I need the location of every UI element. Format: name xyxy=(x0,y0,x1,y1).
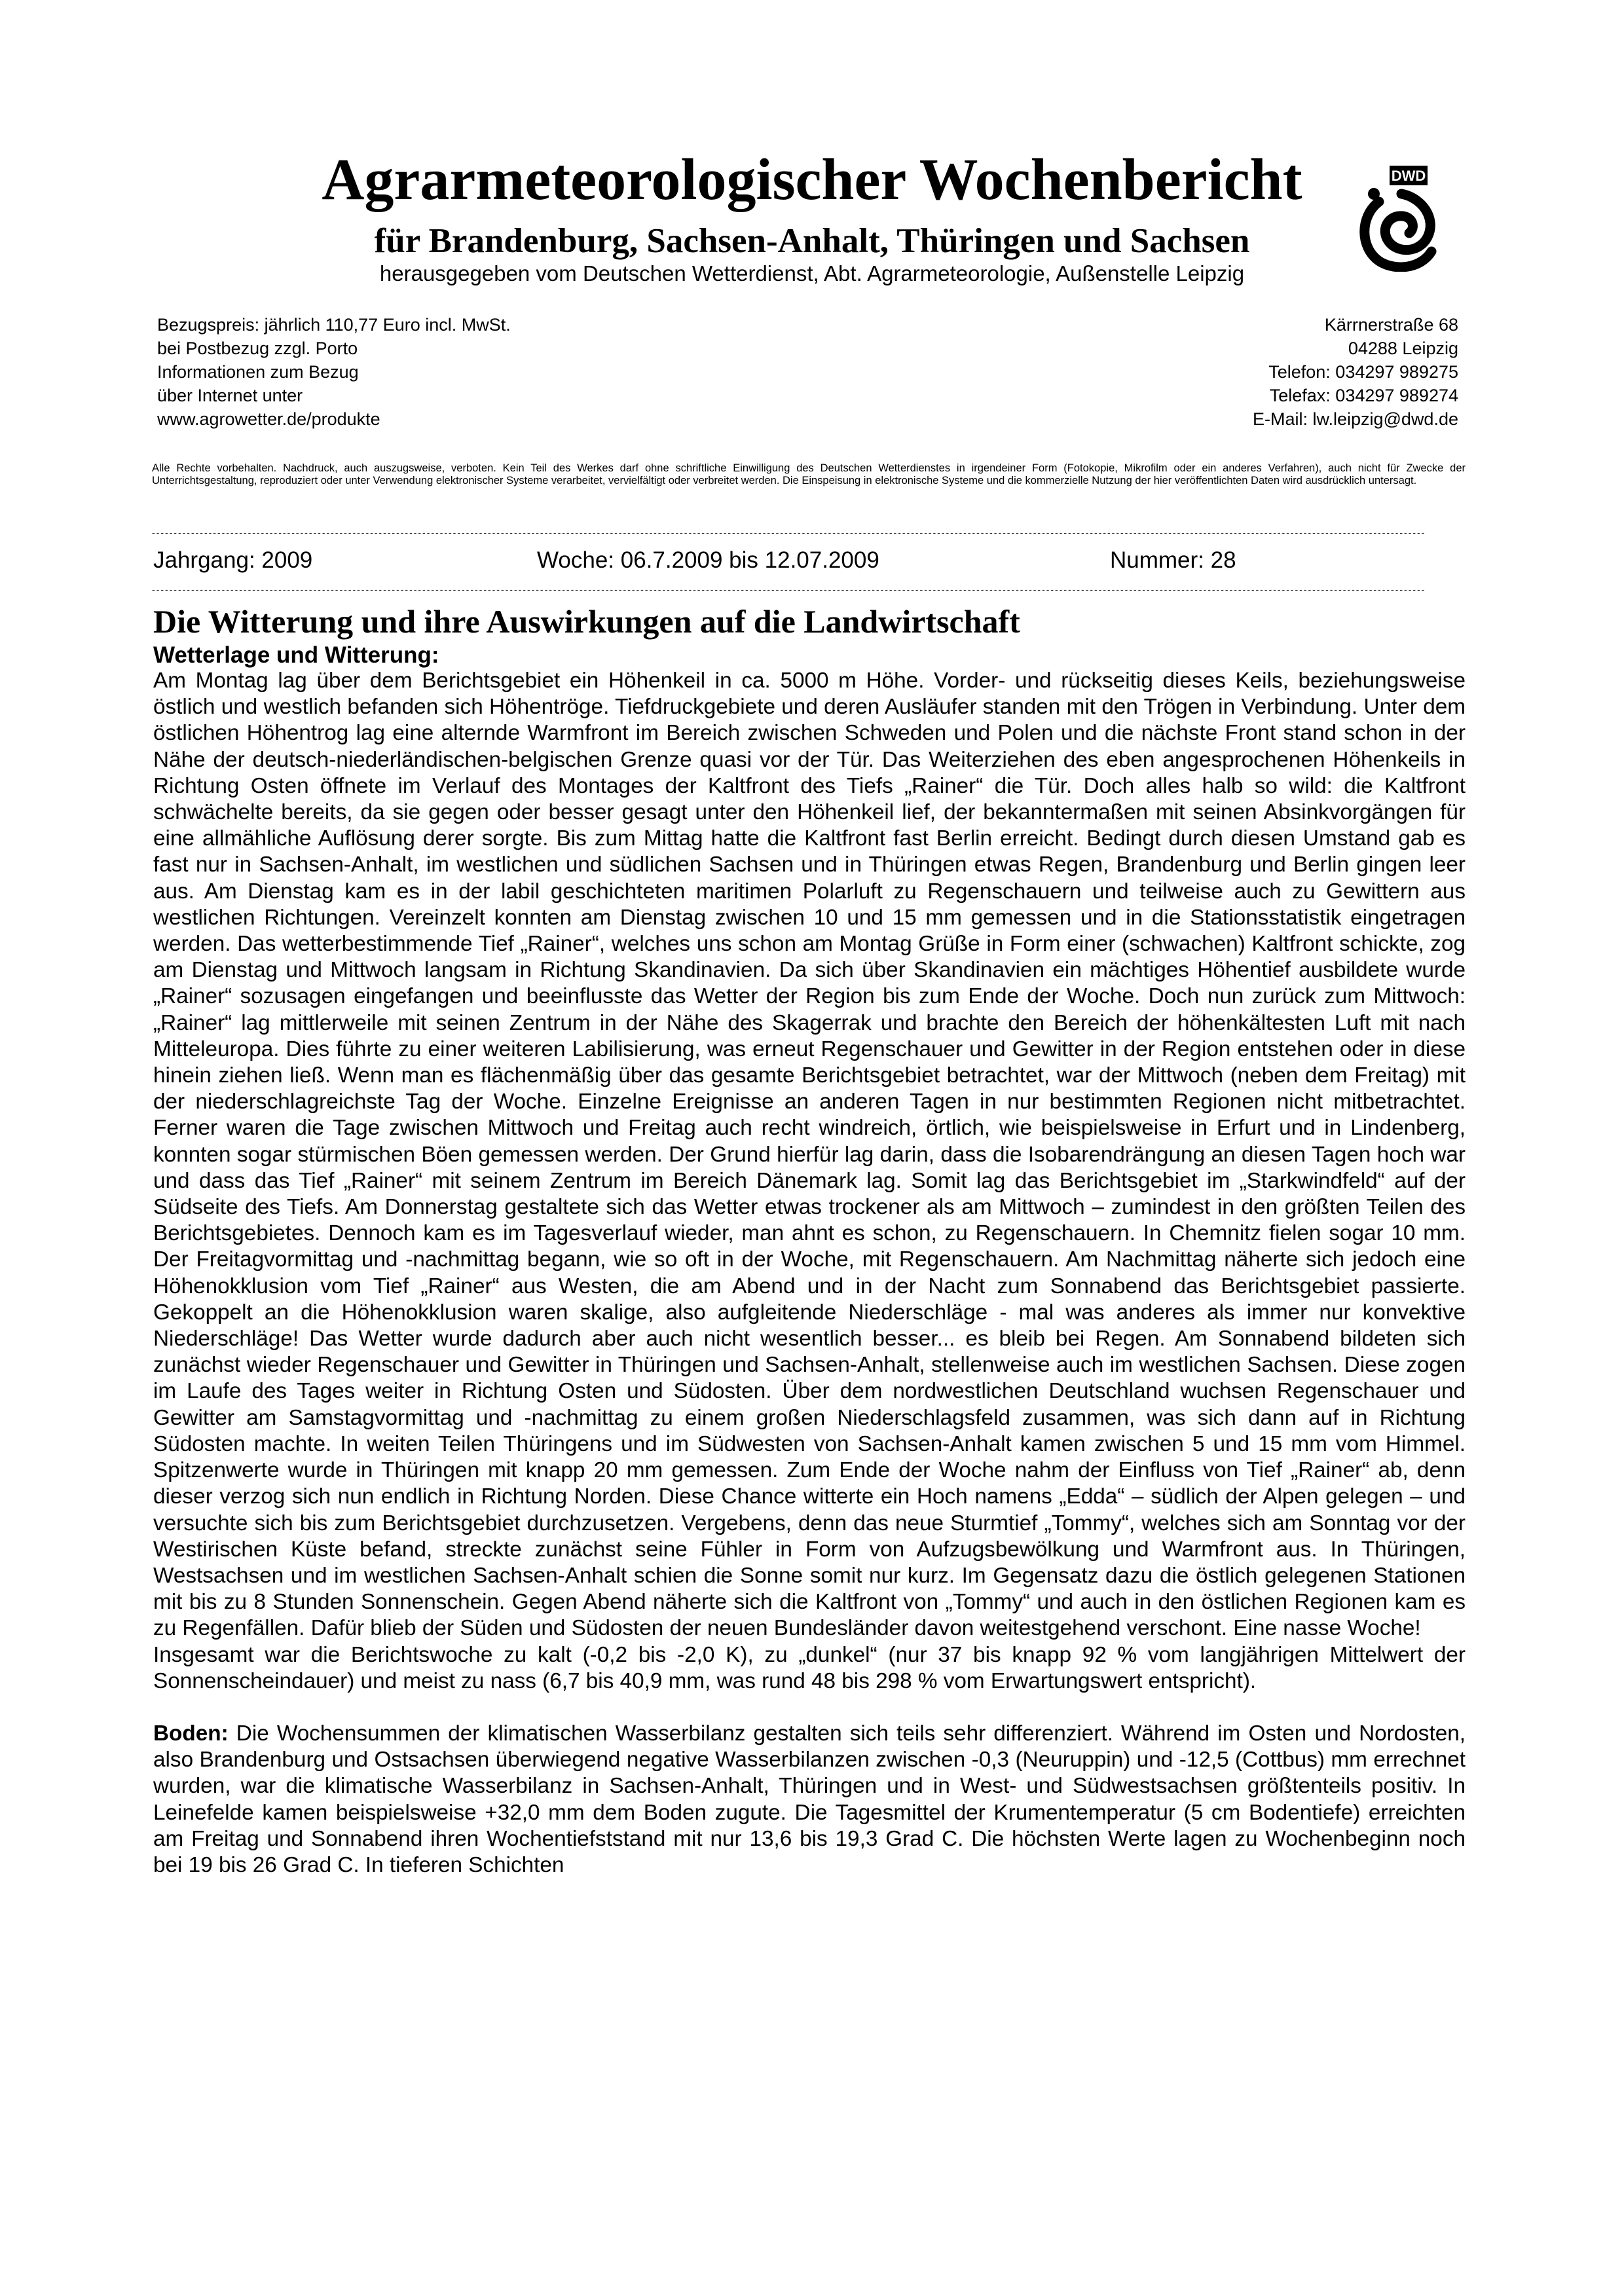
report-subtitle: für Brandenburg, Sachsen-Anhalt, Thüringen und Sachsen xyxy=(374,222,1250,260)
subscription-postage: bei Postbezug zzgl. Porto xyxy=(157,339,358,358)
copyright-notice: Alle Rechte vorbehalten. Nachdruck, auch auszugsweise, verboten. Kein Teil des Werkes darf ohne schriftliche Einwilligung des Deutschen Wetterdienstes in irgendeiner Form (Fotokopie, Mikrofilm oder ein anderes Verfahren), auch nicht für Zwecke der Unterrichtsgestaltung, reproduziert oder unter Verwendung elektronischer Systeme verarbeitet, vervielfältigt oder verbreitet werden. Die Einspeisung in elektronische Systeme und die kommerzielle Nutzung der hier veröffentlichten Daten wird ausdrücklich untersagt. xyxy=(152,462,1466,487)
contact-street: Kärrnerstraße 68 xyxy=(1324,315,1458,335)
dwd-logo xyxy=(1356,164,1441,272)
soil-text: Die Wochensummen der klimatischen Wasserbilanz gestalten sich teils sehr differenziert. Während im Osten und Nordosten, also Brandenburg und Ostsachsen überwiegend negative Wasserbilanzen zwischen -0,3 (Neuruppin) und -12,5 (Cottbus) mm errechnet wurden, war die klimatische Wasserbilanz in Sachsen-Anhalt, Thüringen und in West- und Südwestsachsen größtenteils positiv. In Leinefelde kamen beispielsweise +32,0 mm dem Boden zugute. Die Tagesmittel der Krumentemperatur (5 cm Bodentiefe) erreichten am Freitag und Sonnabend ihren Wochentiefststand mit nur 13,6 bis 19,3 Grad C. Die höchsten Werte lagen zu Wochenbeginn noch bei 19 bis 26 Grad C. In tieferen Schichten xyxy=(153,1721,1466,1877)
contact-info xyxy=(1253,313,1458,431)
section-title: Die Witterung und ihre Auswirkungen auf die Landwirtschaft xyxy=(153,603,1020,640)
subscription-info xyxy=(157,313,511,431)
week-range: Woche: 06.7.2009 bis 12.07.2009 xyxy=(537,547,879,573)
subscription-info-label: Informationen zum Bezug xyxy=(157,362,359,382)
weather-paragraph: Am Montag lag über dem Berichtsgebiet ein Höhenkeil in ca. 5000 m Höhe. Vorder- und rückseitig dieses Keils, beziehungsweise östlich und westlich befanden sich Höhentröge. Tiefdruckgebiete und deren Ausläufer standen mit den Trögen in Verbindung. Unter dem östlichen Höhentrog lag eine alternde Warmfront im Bereich zwischen Schweden und Polen und die nächste Front stand schon in der Nähe der deutsch-niederländischen-belgischen Grenze quasi vor der Tür. Das Weiterziehen des eben angesprochenen Höhenkeils in Richtung Osten öffnete im Verlauf des Montages der Kaltfront des Tiefs „Rainer“ die Tür. Doch alles halb so wild: die Kaltfront schwächelte bereits, da sie gegen oder besser gesagt unter den Höhenkeil lief, der bekanntermaßen mit seinen Absinkvorgängen für eine allmähliche Auflösung derer sorgte. Bis zum Mittag hatte die Kaltfront fast Berlin erreicht. Bedingt durch diesen Umstand gab es fast nur in Sachsen-Anhalt, im westlichen und südlichen Sachsen und in Thüringen etwas Regen, Brandenburg und Berlin gingen leer aus. Am Dienstag kam es in der labil geschichteten maritimen Polarluft zu Regenschauern und teilweise auch zu Gewittern aus westlichen Richtungen. Vereinzelt konnten am Dienstag zwischen 10 und 15 mm gemessen und in die Stationsstatistik eingetragen werden. Das wetterbestimmende Tief „Rainer“, welches uns schon am Montag Grüße in Form einer (schwachen) Kaltfront schickte, zog am Dienstag und Mittwoch langsam in Richtung Skandinavien. Da sich über Skandinavien ein mächtiges Höhentief ausbildete wurde „Rainer“ sozusagen eingefangen und beeinflusste das Wetter der Region bis zum Ende der Woche. Doch nun zurück zum Mittwoch: „Rainer“ lag mittlerweile mit seinen Zentrum in der Nähe des Skagerrak und brachte den Bereich der höhenkältesten Luft mit nach Mitteleuropa. Dies führte zu einer weiteren Labilisierung, was erneut Regenschauer und Gewitter in der Region entstehen oder in diese hinein ziehen ließ. Wenn man es flächenmäßig über das gesamte Berichtsgebiet betrachtet, war der Mittwoch (neben dem Freitag) mit der niederschlagreichste Tag der Woche. Einzelne Ereignisse an anderen Tagen in nur bestimmten Regionen nicht mitbetrachtet. Ferner waren die Tage zwischen Mittwoch und Freitag auch recht windreich, örtlich, wie beispielsweise in Erfurt und in Lindenberg, konnten sogar stürmischen Böen gemessen werden. Der Grund hierfür lag darin, dass die Isobarendrängung an diesen Tagen hoch war und dass das Tief „Rainer“ mit seinem Zentrum im Bereich Dänemark lag. Somit lag das Berichtsgebiet im „Starkwindfeld“ auf der Südseite des Tiefs. Am Donnerstag gestaltete sich das Wetter etwas trockener als am Mittwoch – zumindest in den größten Teilen des Berichtsgebietes. Dennoch kam es im Tagesverlauf wieder, man ahnt es schon, zu Regenschauern. In Chemnitz fielen sogar 10 mm. Der Freitagvormittag und -nachmittag begann, wie so oft in der Woche, mit Regenschauern. Am Nachmittag näherte sich jedoch eine Höhenokklusion vom Tief „Rainer“ aus Westen, die am Abend und in der Nacht zum Sonnabend das Berichtsgebiet passierte. Gekoppelt an die Höhenokklusion waren skalige, also aufgleitende Niederschläge - mal was anderes als immer nur konvektive Niederschläge! Das Wetter wurde dadurch aber auch nicht wesentlich besser... es bleib bei Regen. Am Sonnabend bildeten sich zunächst wieder Regenschauer und Gewitter in Thüringen und Sachsen-Anhalt, stellenweise auch im westlichen Sachsen. Diese zogen im Laufe des Tages weiter in Richtung Osten und Südosten. Über dem nordwestlichen Deutschland wuchsen Regenschauer und Gewitter am Samstagvormittag und -nachmittag zu einem großen Niederschlagsfeld zusammen, was sich dann auf in Richtung Südosten machte. In weiten Teilen Thüringens und im Südwesten von Sachsen-Anhalt kamen zwischen 5 und 15 mm vom Himmel. Spitzenwerte wurde in Thüringen mit knapp 20 mm gemessen. Zum Ende der Woche nahm der Einfluss von Tief „Rainer“ ab, denn dieser verzog sich nun endlich in Richtung Norden. Diese Chance witterte ein Hoch namens „Edda“ – südlich der Alpen gelegen – und versuchte sich bis zum Berichtsgebiet durchzusetzen. Vergebens, denn das neue Sturmtief „Tommy“, welches sich am Sonntag vor der Westirischen Küste befand, streckte zunächst seine Fühler in Form von Aufzugsbewölkung und Warmfront aus. In Thüringen, Westsachsen und im westlichen Sachsen-Anhalt schien die Sonne somit nur kurz. Im Gegensatz dazu die östlich gelegenen Stationen mit bis zu 8 Stunden Sonnenschein. Gegen Abend näherte sich die Kaltfront von „Tommy“ und auch in den östlichen Regionen kam es zu Regenfällen. Dafür blieb der Süden und Südosten der neuen Bundesländer davon weitestgehend verschont. Eine nasse Woche! xyxy=(153,669,1466,1641)
contact-city: 04288 Leipzig xyxy=(1348,339,1458,358)
publisher-line: herausgegeben vom Deutschen Wetterdienst, Abt. Agrarmeteorologie, Außenstelle Leipzig xyxy=(379,261,1245,285)
summary-paragraph: Insgesamt war die Berichtswoche zu kalt (-0,2 bis -2,0 K), zu „dunkel“ (nur 37 bis knapp 92 % vom langjährigen Mittelwert der Sonnenscheindauer) und meist zu nass (6,7 bis 40,9 mm, was rund 48 bis 298 % vom Erwartungswert entspricht). xyxy=(153,1642,1466,1693)
subscription-internet-label: über Internet unter xyxy=(157,386,303,405)
section-subtitle: Wetterlage und Witterung: xyxy=(153,642,439,668)
volume-label: Jahrgang: 2009 xyxy=(153,547,313,573)
issue-meta xyxy=(0,545,1624,576)
soil-paragraph xyxy=(153,1721,1466,1879)
divider-top: ---------------------------------------------------------------------------------------------------------------------------------------------------------------------------------------------------------------------------------------------------------------------------------------------------- xyxy=(152,527,1426,538)
dwd-logo-text: DWD xyxy=(1391,168,1426,184)
soil-label: Boden: xyxy=(153,1721,229,1746)
report-title: Agrarmeteorologischer Wochenbericht xyxy=(322,147,1302,212)
contact-phone: Telefon: 034297 989275 xyxy=(1268,362,1458,382)
issue-number: Nummer: 28 xyxy=(1110,547,1236,573)
divider-bottom: ---------------------------------------------------------------------------------------------------------------------------------------------------------------------------------------------------------------------------------------------------------------------------------------------------- xyxy=(152,584,1426,595)
report-body xyxy=(153,668,1466,1879)
contact-fax: Telefax: 034297 989274 xyxy=(1269,386,1458,405)
contact-email: E-Mail: lw.leipzig@dwd.de xyxy=(1252,409,1458,429)
subscription-url: www.agrowetter.de/produkte xyxy=(157,409,380,429)
subscription-price: Bezugspreis: jährlich 110,77 Euro incl. MwSt. xyxy=(157,315,511,335)
